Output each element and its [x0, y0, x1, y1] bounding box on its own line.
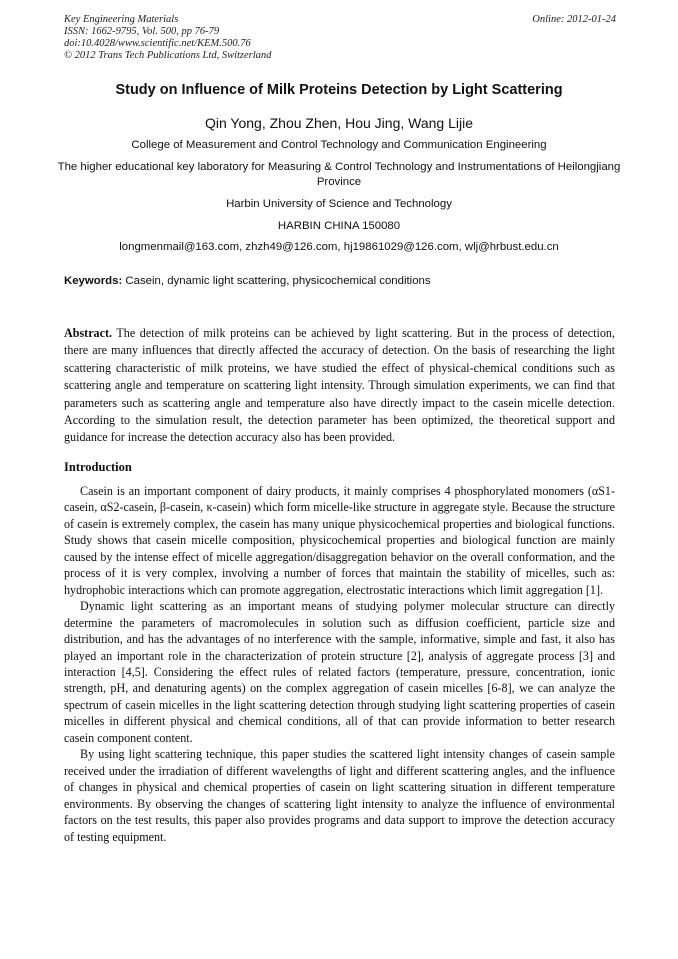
online-date: Online: 2012-01-24: [532, 14, 616, 25]
intro-paragraph-3: By using light scattering technique, this paper studies the scattered light intensity changes of casein sample received under the irradiation of different wavelengths of light and different scattering angles, and the influence of changes in physical and chemical properties of casein on light scattering situation in different temperature environments. By observing the changes of scattering light intensity to analyze the influence of environmental factors on the test results, this paper also provides programs and data support to improve the detection accuracy of testing equipment.: [64, 747, 615, 844]
journal-name: Key Engineering Materials: [64, 14, 179, 25]
introduction-heading: Introduction: [64, 460, 132, 474]
abstract-text: The detection of milk proteins can be achieved by light scattering. But in the process of detection, there are many influences that directly affected the accuracy of detection. On the basis of researching the light scattering characteristic of milk proteins, we have studied the effect of physical-chemical conditions such as scattering angle and temperature on scattering light intensity. Through simulation experiments, we can find that parameters such as scattering angle and temperature also have directly impact to the casein micelle detection. According to the simulation result, the detection parameter has been optimized, the theoretical support and guidance for increase the detection accuracy also has been provided.: [64, 326, 615, 445]
keywords-line: [64, 275, 616, 287]
copyright-line: © 2012 Trans Tech Publications Ltd, Switzerland: [64, 50, 272, 61]
doi-line: doi:10.4028/www.scientific.net/KEM.500.76: [64, 38, 251, 49]
keywords-text: Casein, dynamic light scattering, physicochemical conditions: [125, 275, 431, 287]
keywords-label: Keywords:: [64, 275, 123, 287]
journal-header: [64, 14, 616, 62]
issn-line: ISSN: 1662-9795, Vol. 500, pp 76-79: [64, 26, 220, 37]
author-list: Qin Yong, Zhou Zhen, Hou Jing, Wang Lijie: [205, 115, 473, 131]
affiliation-university: Harbin University of Science and Technology: [226, 198, 452, 210]
intro-paragraph-1: Casein is an important component of dairy products, it mainly comprises 4 phosphorylated monomers (αS1-casein, αS2-casein, β-casein, κ-casein) which form micelle-like structure in aggregate style. Because the structure of casein is extremely complex, the casein has many unique physicochemical properties and biological functions. Study shows that casein micelle composition, physicochemical properties and biological function are mainly caused by the intense effect of micelle aggregation/disaggregation behavior on the overall conformation, and the process of it is very complex, involving a number of forces that maintain the stability of micelles, such as: hydrophobic interactions which can promote aggregation, electrostatic interactions which limit aggregation [1].: [64, 484, 615, 597]
author-emails: longmenmail@163.com, zhzh49@126.com, hj19861029@126.com, wlj@hrbust.edu.cn: [119, 241, 559, 253]
paper-title: Study on Influence of Milk Proteins Detection by Light Scattering: [115, 82, 563, 98]
abstract-label: Abstract.: [64, 326, 113, 340]
introduction-body: [64, 483, 615, 845]
affiliation-city: HARBIN CHINA 150080: [277, 220, 401, 232]
affiliation-college: College of Measurement and Control Technology and Communication Engineering: [131, 139, 547, 151]
intro-paragraph-2: Dynamic light scattering as an important means of studying polymer molecular structure can directly determine the parameters of macromolecules in solution such as diffusion coefficient, particle size and distribution, and has the advantages of no interference with the sample, informative, simple and fast, it also has played an important role in the characterization of protein structure [2], analysis of aggregate process [3] and interaction [4,5]. Considering the effect rules of related factors (temperature, pressure, concentration, ionic strength, pH, and denaturing agents) on the complex aggregation of casein micelles [6-8], we can analyze the spectrum of casein micelles in the light scattering detection through studying light scattering properties of casein micelles in different physical and chemical conditions, all of that can provide information to better research casein component content.: [64, 599, 615, 745]
abstract-paragraph: [64, 325, 615, 447]
affiliation-lab: The higher educational key laboratory for Measuring & Control Technology and Instrumentations of Heilongjiang Province: [57, 161, 621, 188]
